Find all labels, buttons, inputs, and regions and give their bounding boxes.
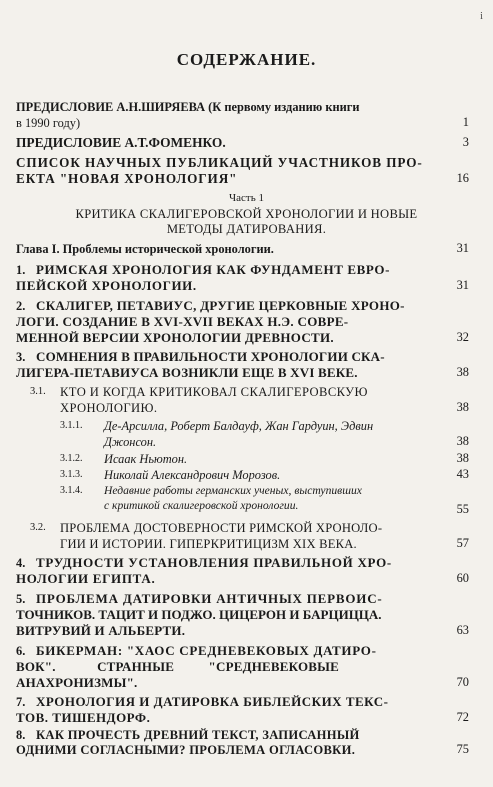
toc-page-number: 16: [456, 170, 469, 185]
toc-entry-line: Джонсон.: [104, 435, 157, 450]
toc-page-number: 38: [456, 365, 469, 380]
toc-entry-line: АНАХРОНИЗМЫ".: [16, 674, 138, 690]
toc-entry-line: РИМСКАЯ ХРОНОЛОГИЯ КАК ФУНДАМЕНТ ЕВРО-: [36, 262, 390, 278]
toc-entry-line: ПРОБЛЕМА ДАТИРОВКИ АНТИЧНЫХ ПЕРВОИС-: [36, 591, 383, 607]
toc-entry-line: СКАЛИГЕР, ПЕТАВИУС, ДРУГИЕ ЦЕРКОВНЫЕ ХРОНО-: [36, 297, 405, 313]
toc-entry-line: ПРЕДИСЛОВИЕ А.Н.ШИРЯЕВА (К первому изданию книги: [16, 100, 360, 115]
toc-entry-number: 3.1.3.: [60, 468, 83, 480]
toc-page-number: 3: [462, 135, 469, 150]
toc-entry-line: КАК ПРОЧЕСТЬ ДРЕВНИЙ ТЕКСТ, ЗАПИСАННЫЙ: [36, 728, 360, 743]
toc-entry-line: ТОЧНИКОВ. ТАЦИТ И ПОДЖО. ЦИЦЕРОН И БАРЦИЦЦА.: [16, 607, 382, 622]
toc-entry-line: ЛОГИ. СОЗДАНИЕ В XVI-XVII ВЕКАХ Н.Э. СОВРЕ-: [16, 313, 349, 329]
toc-entry-number: 5.: [16, 592, 26, 607]
toc-entry-number: 2.: [16, 298, 26, 313]
toc-entry-number: 6.: [16, 643, 26, 658]
toc-page-number: 72: [456, 710, 469, 725]
toc-entry-line: СОМНЕНИЯ В ПРАВИЛЬНОСТИ ХРОНОЛОГИИ СКА-: [36, 349, 385, 365]
toc-entry-number: 3.1.1.: [60, 420, 83, 432]
toc-entry-number: 3.2.: [30, 521, 46, 533]
chapter-title: Глава I. Проблемы исторической хронологии.: [16, 242, 274, 257]
toc-entry-line: ПРЕДИСЛОВИЕ А.Т.ФОМЕНКО.: [16, 135, 226, 151]
toc-entry-line: КТО И КОГДА КРИТИКОВАЛ СКАЛИГЕРОВСКУЮ: [60, 385, 368, 400]
toc-page-number: 63: [456, 622, 469, 637]
part-title-line: КРИТИКА СКАЛИГЕРОВСКОЙ ХРОНОЛОГИИ И НОВЫЕ: [75, 206, 418, 221]
toc-entry-number: 3.1.2.: [60, 452, 83, 464]
toc-entry-line: МЕННОЙ ВЕРСИИ ХРОНОЛОГИИ ДРЕВНОСТИ.: [16, 329, 334, 345]
page-corner-mark: i: [479, 10, 483, 22]
toc-page-number: 57: [456, 535, 469, 550]
toc-entry-number: 1.: [16, 263, 26, 278]
toc-entry-line: ГИИ И ИСТОРИИ. ГИПЕРКРИТИЦИЗМ XIX ВЕКА.: [60, 536, 357, 551]
part-label: Часть 1: [229, 191, 264, 204]
toc-entry-number: 7.: [16, 695, 26, 710]
toc-page-number: 38: [456, 434, 469, 449]
toc-entry-line: в 1990 году): [16, 116, 81, 131]
toc-entry-line: Исаак Ньютон.: [104, 451, 188, 466]
toc-entry-line: БИКЕРМАН: "ХАОС СРЕДНЕВЕКОВЫХ ДАТИРО-: [36, 642, 377, 658]
toc-entry-line: Николай Александрович Морозов.: [104, 467, 281, 482]
toc-page-number: 1: [462, 115, 469, 130]
toc-entry-line: Недавние работы германских ученых, выступивших: [104, 483, 362, 497]
toc-entry-line: ВИТРУВИЙ И АЛЬБЕРТИ.: [16, 622, 186, 638]
toc-entry-number: 4.: [16, 556, 26, 571]
toc-page-number: 70: [456, 674, 469, 689]
toc-page-number: 60: [456, 571, 469, 586]
toc-entry-line: ВОК". СТРАННЫЕ "СРЕДНЕВЕКОВЫЕ: [16, 658, 339, 674]
toc-entry-number: 3.: [16, 350, 26, 365]
toc-entry-line: ТРУДНОСТИ УСТАНОВЛЕНИЯ ПРАВИЛЬНОЙ ХРО-: [36, 555, 392, 571]
toc-page-number: 31: [456, 241, 469, 256]
toc-entry-line: Де-Арсилла, Роберт Балдауф, Жан Гардуин, Эдвин: [104, 419, 374, 434]
toc-page-number: 31: [456, 278, 469, 292]
toc-entry-line: ЛИГЕРА-ПЕТАВИУСА ВОЗНИКЛИ ЕЩЕ В XVI ВЕКЕ.: [16, 365, 358, 381]
toc-entry-line: ХРОНОЛОГИЮ.: [60, 401, 158, 416]
toc-entry-line: ОДНИМИ СОГЛАСНЫМИ? ПРОБЛЕМА ОГЛАСОВКИ.: [16, 743, 356, 758]
toc-entry-line: ТОВ. ТИШЕНДОРФ.: [16, 710, 151, 726]
part-title-line: МЕТОДЫ ДАТИРОВАНИЯ.: [166, 221, 327, 236]
toc-entry-line: НОЛОГИИ ЕГИПТА.: [16, 571, 156, 587]
toc-entry-line: ХРОНОЛОГИЯ И ДАТИРОВКА БИБЛЕЙСКИХ ТЕКС-: [36, 694, 389, 710]
toc-entry-number: 8.: [16, 728, 26, 743]
toc-entry-number: 3.1.: [30, 386, 46, 398]
toc-entry-line: ПЕЙСКОЙ ХРОНОЛОГИИ.: [16, 278, 197, 293]
toc-page-number: 38: [456, 400, 469, 415]
toc-page-number: 55: [456, 501, 469, 516]
toc-entry-line: ПРОБЛЕМА ДОСТОВЕРНОСТИ РИМСКОЙ ХРОНОЛО-: [60, 520, 383, 535]
toc-page-number: 32: [456, 329, 469, 344]
toc-page-number: 38: [456, 450, 469, 465]
toc-page-number: 43: [456, 466, 469, 481]
toc-entry-number: 3.1.4.: [60, 484, 83, 496]
toc-entry-line: с критикой скалигеровской хронологии.: [104, 498, 299, 512]
toc-page-number: 75: [456, 742, 469, 757]
toc-entry-line: ЕКТА "НОВАЯ ХРОНОЛОГИЯ": [16, 170, 238, 186]
toc-entry-line: СПИСОК НАУЧНЫХ ПУБЛИКАЦИЙ УЧАСТНИКОВ ПРО-: [16, 154, 423, 170]
page-title: СОДЕРЖАНИЕ.: [176, 50, 317, 69]
